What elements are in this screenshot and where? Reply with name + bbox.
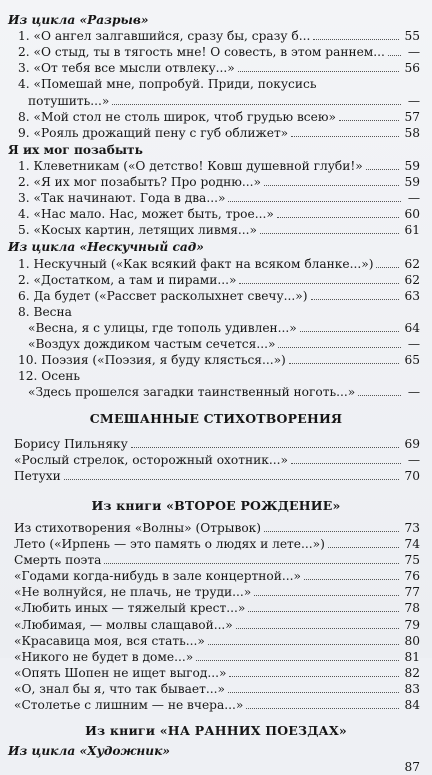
page-number: —: [407, 337, 420, 351]
dot-leader: [239, 283, 399, 284]
entry-title: 3. «От тебя все мысли отвлеку...»: [18, 61, 235, 76]
section-heading: Из цикла «Нескучный сад»: [8, 240, 204, 255]
page-number: 76: [404, 569, 420, 584]
dot-leader: [291, 463, 401, 464]
toc-entry: [0, 272, 432, 288]
toc-entry: [0, 368, 432, 384]
page-number: 74: [404, 537, 420, 551]
part-title: СМЕШАННЫЕ СТИХОТВОРЕНИЯ: [89, 411, 343, 427]
toc-entry: [0, 125, 432, 141]
dot-leader: [264, 531, 399, 532]
entry-title: «Здесь прошелся загадки таинственный ноготь...»: [28, 385, 356, 400]
dot-leader: [388, 55, 401, 56]
toc-entry: [0, 288, 432, 304]
page-number: 65: [404, 353, 420, 368]
toc-entry: [0, 600, 432, 616]
toc-entry: [0, 536, 432, 552]
toc-entry: [0, 552, 432, 568]
entry-title: «Столетье с лишним — не вчера...»: [14, 698, 244, 712]
page-number: 55: [404, 29, 420, 44]
entry-title: «Годами когда-нибудь в зале концертной...»: [14, 569, 301, 584]
dot-leader: [300, 331, 399, 332]
dot-leader: [358, 395, 401, 396]
dot-leader: [236, 628, 399, 629]
page-number: 56: [404, 61, 420, 76]
toc-entry: [0, 568, 432, 584]
entry-title: 2. «Я их мог позабыть? Про родню...»: [18, 175, 261, 189]
dot-leader: [254, 595, 399, 596]
toc-entry: [0, 617, 432, 633]
page-number: —: [407, 191, 420, 206]
toc-entry: [0, 336, 432, 352]
page-number: 77: [404, 585, 420, 600]
page-number: 64: [404, 320, 420, 335]
dot-leader: [229, 676, 399, 677]
part-title: Из книги «ВТОРОЕ РОЖДЕНИЕ»: [91, 497, 341, 513]
page-number: 79: [404, 617, 420, 632]
toc-entry: [0, 222, 432, 238]
page-number: —: [407, 93, 420, 108]
toc-entry: [0, 60, 432, 76]
entry-title: Из стихотворения «Волны» (Отрывок): [14, 520, 262, 535]
toc-entry: [0, 633, 432, 649]
entry-title: 4. «Нас мало. Нас, может быть, трое...»: [18, 207, 274, 222]
entry-title: 3. «Так начинают. Года в два...»: [18, 191, 226, 206]
entry-title: «Не волнуйся, не плачь, не труди...»: [14, 585, 252, 600]
toc-entry: [0, 256, 432, 272]
dot-leader: [366, 169, 399, 170]
entry-title: потушить...»: [28, 93, 110, 108]
dot-leader: [289, 363, 399, 364]
toc-entry: [0, 468, 432, 484]
page-number: 59: [404, 158, 420, 173]
entry-title: «Никого не будет в доме...»: [14, 649, 194, 664]
dot-leader: [291, 136, 399, 137]
entry-title: 1. «О ангел залгавшийся, сразу бы, сразу б...: [18, 29, 311, 44]
dot-leader: [228, 201, 401, 202]
page-number: 73: [404, 520, 420, 535]
dot-leader: [248, 611, 399, 612]
entry-title: Борису Пильняку: [14, 436, 128, 451]
dot-leader: [376, 267, 399, 268]
part-title: Из книги «НА РАННИХ ПОЕЗДАХ»: [85, 723, 347, 739]
section-heading: Из цикла «Разрыв»: [8, 13, 149, 27]
page-number: 59: [404, 175, 420, 189]
dot-leader: [238, 71, 399, 72]
toc-entry: [0, 352, 432, 368]
toc-entry: [0, 109, 432, 125]
page-number: 70: [404, 468, 420, 483]
entry-title: «Любимая, — молвы слащавой...»: [14, 617, 233, 632]
entry-title: 2. «Достатком, а там и пирами...»: [18, 272, 237, 287]
entry-title: «Красавица моя, вся стать...»: [14, 633, 205, 648]
entry-title: 6. Да будет («Рассвет расколыхнет свечу...»): [18, 288, 308, 303]
toc-entry: [0, 76, 432, 92]
entry-title: «Любить иных — тяжелый крест...»: [14, 601, 246, 616]
entry-title: 8. Весна: [18, 304, 72, 319]
page-number: 81: [404, 649, 420, 664]
page-number: 80: [404, 633, 420, 648]
entry-title: 1. Нескучный («Как всякий факт на всяком бланке...»): [18, 256, 374, 271]
entry-title: 8. «Мой стол не столь широк, чтоб грудью всею»: [18, 109, 336, 124]
dot-leader: [196, 660, 399, 661]
toc-entry: [0, 304, 432, 320]
entry-title: 4. «Помешай мне, попробуй. Приди, покусись: [18, 77, 317, 92]
entry-title: «Воздух дождиком частым сечется...»: [28, 337, 276, 351]
page-number: 62: [404, 272, 420, 287]
page-number: 62: [404, 256, 420, 271]
toc-entry: [0, 174, 432, 190]
page-number: 84: [404, 698, 420, 712]
entry-title: «О, знал бы я, что так бывает...»: [14, 681, 225, 696]
page-number: 82: [404, 665, 420, 680]
page-number: 60: [404, 207, 420, 222]
page-number: —: [407, 452, 420, 467]
toc-entry: [0, 452, 432, 468]
dot-leader: [246, 708, 399, 709]
toc-entry: [0, 93, 432, 109]
dot-leader: [277, 217, 399, 218]
dot-leader: [278, 347, 401, 348]
page-number: 83: [404, 681, 420, 696]
toc-entry: [0, 436, 432, 452]
entry-title: «Рослый стрелок, осторожный охотник...»: [14, 452, 288, 467]
dot-leader: [228, 692, 399, 693]
toc-entry: [0, 384, 432, 400]
page-number: —: [407, 385, 420, 400]
dot-leader: [264, 185, 399, 186]
dot-leader: [131, 447, 399, 448]
entry-title: 12. Осень: [18, 369, 81, 384]
entry-title: Лето («Ирпень — это память о людях и лете...»): [14, 537, 325, 551]
page-number: 87: [404, 760, 420, 775]
entry-title: Петухи: [14, 468, 61, 483]
entry-title: Смерть поэта: [14, 553, 102, 568]
entry-title: 9. «Рояль дрожащий пену с губ оближет»: [18, 125, 289, 140]
toc-entry: [0, 520, 432, 536]
toc-entry: [0, 697, 432, 713]
entry-title: 10. Поэзия («Поэзия, я буду клясться...»): [18, 353, 286, 368]
toc-entry: [0, 206, 432, 222]
page-number: 75: [404, 553, 420, 568]
entry-title: 2. «О стыд, ты в тягость мне! О совесть, в этом раннем...: [18, 45, 385, 60]
toc-entry: [0, 190, 432, 206]
entry-title: «Опять Шопен не ищет выгод...»: [14, 665, 227, 680]
dot-leader: [64, 479, 399, 480]
dot-leader: [304, 579, 399, 580]
page-number: 61: [404, 223, 420, 238]
dot-leader: [208, 644, 399, 645]
dot-leader: [311, 299, 400, 300]
page-number: 57: [404, 109, 420, 124]
toc-entry: [0, 584, 432, 600]
entry-title: 1. Клеветникам («О детство! Ковш душевной глуби!»: [18, 158, 363, 173]
toc-entry: [0, 649, 432, 665]
entry-title: «Весна, я с улицы, где тополь удивлен...»: [28, 320, 297, 335]
dot-leader: [104, 563, 399, 564]
toc-entry: [0, 28, 432, 44]
section-heading: Из цикла «Художник»: [8, 744, 170, 759]
toc-entry: [0, 665, 432, 681]
page-number: —: [407, 45, 420, 60]
toc-entry: [0, 158, 432, 174]
page-number: 63: [404, 288, 420, 303]
page-number: 69: [404, 436, 420, 451]
toc-entry: [0, 681, 432, 697]
toc-entry: [0, 320, 432, 336]
dot-leader: [339, 120, 399, 121]
dot-leader: [260, 233, 399, 234]
dot-leader: [328, 547, 399, 548]
dot-leader: [112, 104, 401, 105]
section-heading: Я их мог позабыть: [8, 142, 143, 157]
page-number: 58: [404, 125, 420, 140]
toc-entry: [0, 44, 432, 60]
entry-title: 5. «Косых картин, летящих ливмя...»: [18, 223, 257, 238]
page-number: 78: [404, 601, 420, 616]
dot-leader: [313, 39, 399, 40]
